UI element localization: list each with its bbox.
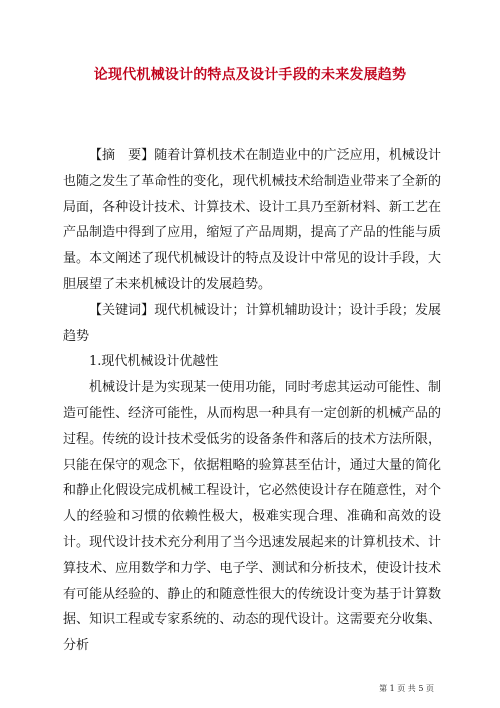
- page-number-footer: 第 1 页 共 5 页: [379, 684, 434, 693]
- section-heading: 1.现代机械设计优越性: [89, 354, 219, 370]
- document-title: 论现代机械设计的特点及设计手段的未来发展趋势: [93, 67, 407, 83]
- body-paragraph: 机械设计是为实现某一使用功能，同时考虑其运动可能性、制造可能性、经济可能性，从而构思一种具有一定创新的机械产品的过程。传统的设计技术受低劣的设备条件和落后的技术方法所限，只能在保守的观念下，依据粗略的验算甚至估计，通过大量的简化和静止化假设完成机械工程设计，它必然使设计存在随意性，对个人的经验和习惯的依赖性极大，极难实现合理、准确和高效的设计。现代设计技术充分利用了当今迅速发展起来的计算机技术、计算技术、应用数学和力学、电子学、测试和分析技术，使设计技术有可能从经验的、静止的和随意性很大的传统设计变为基于计算数据、知识工程或专家系统的、动态的现代设计。这需要充分收集、分析: [63, 380, 441, 654]
- keywords-paragraph: 【关键词】现代机械设计；计算机辅助设计；设计手段；发展趋势: [63, 302, 441, 344]
- document-body: [63, 143, 441, 659]
- abstract-paragraph: 【摘 要】随着计算机技术在制造业中的广泛应用，机械设计也随之发生了革命性的变化，现代机械技术给制造业带来了全新的局面，各种设计技术、计算技术、设计工具乃至新材料、新工艺在产品制造中得到了应用，缩短了产品周期，提高了产品的性能与质量。本文阐述了现代机械设计的特点及设计中常见的设计手段，大胆展望了未来机械设计的发展趋势。: [63, 148, 441, 292]
